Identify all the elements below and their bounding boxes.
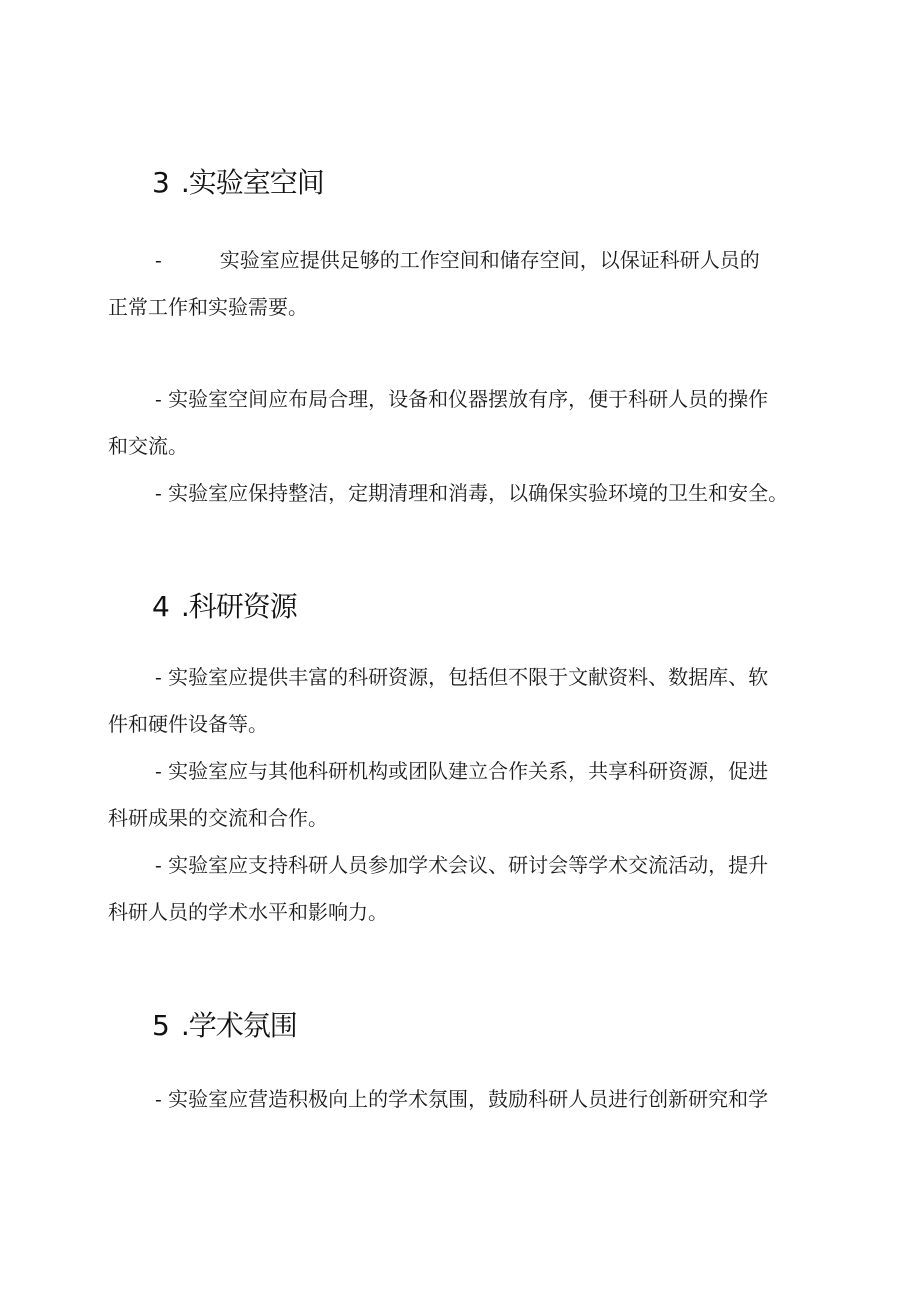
section-heading-3 [152,166,324,200]
section-number: 4 [152,590,169,623]
paragraph-3-3 [108,470,828,517]
paragraph-line: - 实验室应保持整洁，定期清理和消毒，以确保实验环境的卫生和安全。 [155,481,789,505]
bullet-dash: - [155,248,162,272]
paragraph-line: 正常工作和实验需要。 [108,295,308,319]
paragraph-4-3 [108,842,828,936]
section-heading-4 [152,590,297,624]
paragraph-line: 和交流。 [108,434,188,458]
paragraph-line: - 实验室应与其他科研机构或团队建立合作关系，共享科研资源，促进 [155,759,769,783]
paragraph-5-1 [108,1076,828,1123]
section-title: .科研资源 [180,590,297,623]
paragraph-line: - 实验室应提供足够的工作空间和储存空间，以保证科研人员的 [155,248,760,272]
paragraph-line: - 实验室应支持科研人员参加学术会议、研讨会等学术交流活动，提升 [155,853,769,877]
section-title: .学术氛围 [180,1009,297,1042]
section-number: 3 [152,166,169,199]
section-title: .实验室空间 [180,166,324,199]
paragraph-line: 科研成果的交流和合作。 [108,806,328,830]
paragraph-4-1 [108,654,828,748]
section-heading-5 [152,1009,297,1043]
paragraph-4-2 [108,748,828,842]
paragraph-line: - 实验室空间应布局合理，设备和仪器摆放有序，便于科研人员的操作 [155,387,769,411]
section-number: 5 [152,1009,169,1042]
paragraph-line: 件和硬件设备等。 [108,712,268,736]
paragraph-line: 科研人员的学术水平和影响力。 [108,900,388,924]
paragraph-3-1 [108,237,828,331]
paragraph-line: - 实验室应营造积极向上的学术氛围，鼓励科研人员进行创新研究和学 [155,1087,769,1111]
paragraph-line: - 实验室应提供丰富的科研资源，包括但不限于文献资料、数据库、软 [155,665,769,689]
paragraph-3-2 [108,376,828,470]
